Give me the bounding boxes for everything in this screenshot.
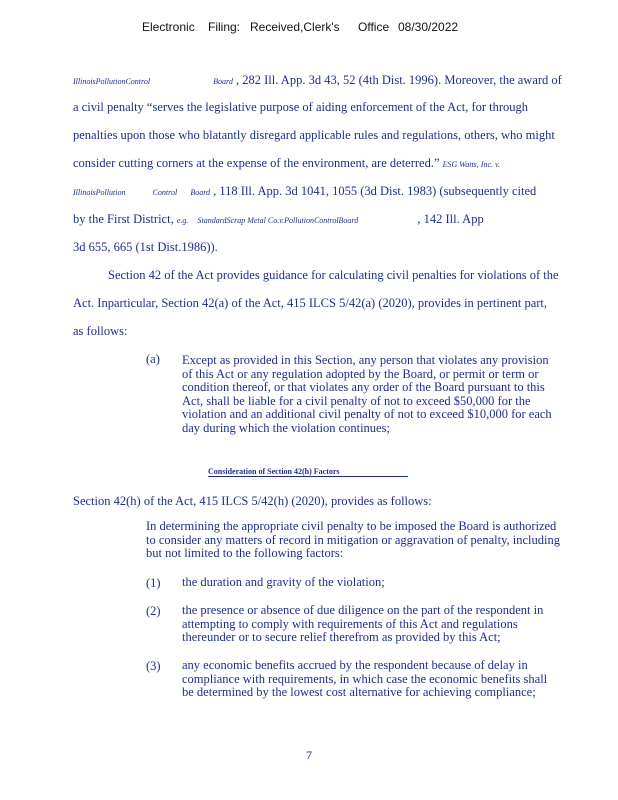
factor-number: (2): [146, 604, 161, 618]
body-line-5: [73, 184, 536, 200]
case-name-control: Control: [152, 188, 178, 197]
factor-number: (1): [146, 576, 161, 590]
header-date: 08/30/2022: [398, 20, 459, 34]
body-line-10: as follows:: [73, 324, 128, 338]
page-number: 7: [306, 748, 312, 762]
citation-text: , 142 Ill. App: [417, 212, 484, 226]
factor-text: the presence or absence of due diligence on the part of the respondent in attempting to comply with requirements of this Act and regulations thereunder or to secure relief therefrom as provided by this Act;: [182, 603, 544, 644]
body-text: by the First District,: [73, 212, 174, 226]
body-line-2: a civil penalty “serves the legislative purpose of aiding enforcement of the Act, for through: [73, 100, 529, 114]
citation-text: , 118 Ill. App. 3d 1041, 1055 (3d Dist. 1983) (subsequently cited: [213, 184, 537, 198]
section-h-quote: In determining the appropriate civil penalty to be imposed the Board is authorized to consider any matters of record in mitigation or aggravation of penalty, including but not limited to the following factors:: [146, 519, 561, 560]
case-name-board: Board: [190, 188, 211, 197]
factor-number: (3): [146, 659, 161, 673]
quote-a-text: Except as provided in this Section, any person that violates any provision of this Act or any regulation adopted by the Board, or permit or term or condition thereof, or that violates any order of the Board pursuant to this Act, shall be liable for a civil penalty of not to exceed $50,000 for the violation and an additional civil penalty of not to exceed $10,000 for each day during which the violation continues;: [182, 353, 552, 435]
body-line-9: Act. Inparticular, Section 42(a) of the Act, 415 ILCS 5/42(a) (2020), provides in pertinent part,: [73, 296, 548, 310]
body-line-7: 3d 655, 665 (1st Dist.1986)).: [73, 240, 218, 254]
header-filing: Filing:: [208, 20, 241, 34]
body-line-1: [73, 73, 562, 89]
header-office: Office: [358, 20, 390, 34]
quote-marker: (a): [146, 352, 160, 366]
body-line-3: penalties upon those who blatantly disregard applicable rules and regulations, others, who might: [73, 128, 555, 142]
body-text: consider cutting corners at the expense of the environment, are deterred.”: [73, 156, 440, 170]
body-line-6: [73, 212, 484, 228]
factor-text: the duration and gravity of the violation;: [182, 575, 385, 589]
citation-text: , 282 Ill. App. 3d 43, 52 (4th Dist. 1996). Moreover, the award of: [236, 73, 562, 87]
body-line-4: [73, 156, 500, 172]
eg-signal: e.g.: [176, 216, 189, 225]
case-name: IllinoisPollution: [73, 188, 126, 197]
section-caption: Consideration of Section 42(h) Factors: [208, 467, 408, 477]
case-name: ESG Watts, Inc. v.: [442, 160, 500, 169]
header-electronic: Electronic: [142, 20, 195, 34]
body-line-8: Section 42 of the Act provides guidance for calculating civil penalties for violations of the: [108, 268, 559, 282]
case-name: IllinoisPollutionControl: [73, 77, 151, 86]
case-name-board: Board: [213, 77, 233, 86]
factor-text: any economic benefits accrued by the respondent because of delay in compliance with requirements, in which case the economic benefits shall be determined by the lowest cost alternative for achieving compliance;: [182, 658, 548, 699]
section-h-intro: Section 42(h) of the Act, 415 ILCS 5/42(h) (2020), provides as follows:: [73, 494, 432, 508]
case-name: StandardScrap Metal Co.v.PollutionControlBoard: [197, 216, 359, 225]
header-received: Received,Clerk's: [250, 20, 340, 34]
